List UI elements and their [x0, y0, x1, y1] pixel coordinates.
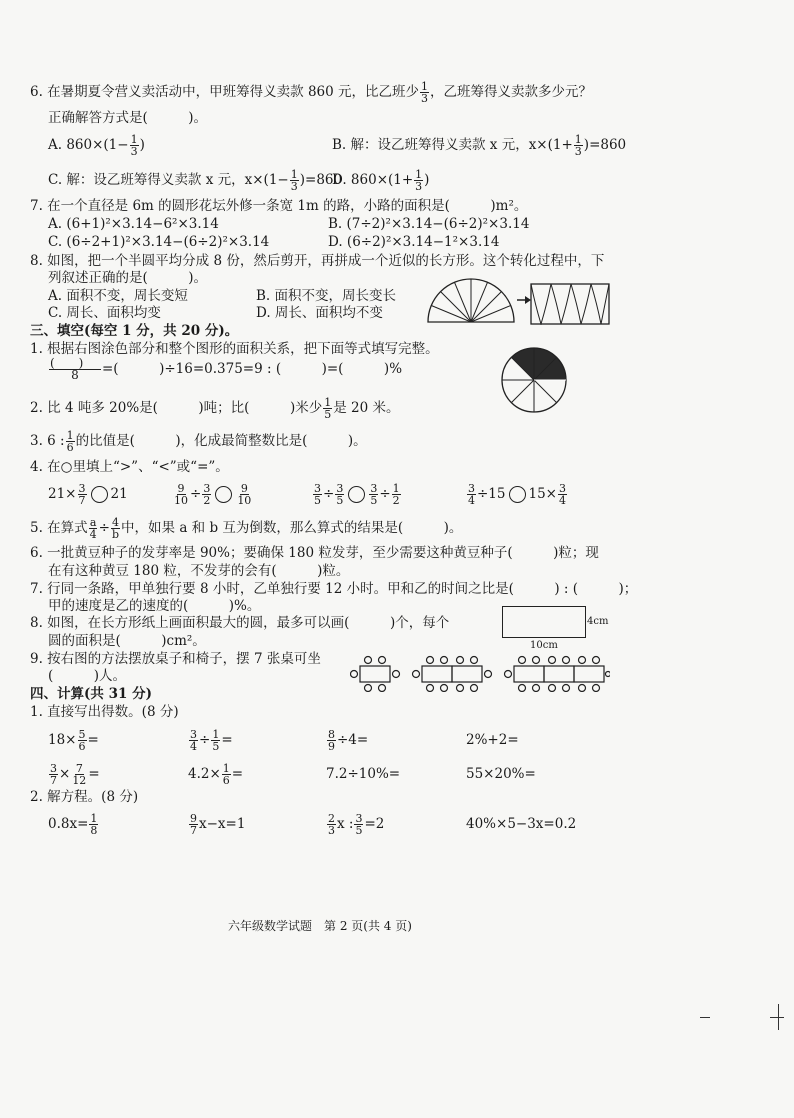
s3-q4-expr1: 21× $\frac{3}{7}$ 21 [48, 482, 128, 507]
s3-q7-line2: 甲的速度是乙的速度的( )%。 [48, 598, 261, 614]
q6-stem: 6. 在暑期夏令营义卖活动中，甲班筹得义卖款 860 元，比乙班少 $\frac{1}{3}$ ，乙班筹得义卖款多少元？ [30, 80, 593, 105]
calc-8: 55×20%= [466, 766, 536, 782]
q8-option-d: D. 周长、面积均不变 [256, 305, 383, 321]
calc-2: $\frac{3}{4}$ ÷ $\frac{1}{5}$ = [190, 728, 233, 753]
s3-q4-expr2: $\frac{9}{10}$ ÷ $\frac{3}{2}$ $\frac{9}{10}$ [174, 482, 252, 507]
tables-chairs-figure [350, 654, 610, 692]
s3-q4-expr4: $\frac{3}{4}$ ÷15 15× $\frac{3}{4}$ [468, 482, 566, 507]
scan-mark [770, 1017, 784, 1018]
s3-q4-expr3: $\frac{3}{5}$ ÷ $\frac{3}{5}$ $\frac{3}{5}$ ÷ $\frac{1}{2}$ [314, 482, 400, 507]
semicircle-figure [426, 278, 516, 324]
rect-height-label: 4cm [587, 616, 609, 627]
page-footer: 六年级数学试题 第 2 页(共 4 页) [228, 919, 412, 933]
q7-option-a: A. (6+1)²×3.14−6²×3.14 [48, 216, 219, 232]
calc-4: 2%+2= [466, 732, 519, 748]
q7-option-d: D. (6÷2)²×3.14−1²×3.14 [328, 234, 500, 250]
equation-1: 0.8x= $\frac{1}{8}$ [48, 812, 98, 837]
s3-q6-line2: 在有这种黄豆 180 粒，不发芽的会有( )粒。 [48, 563, 350, 579]
pie-figure [500, 346, 568, 414]
s4-q2: 2. 解方程。(8 分) [30, 789, 139, 805]
calc-7: 7.2÷10%= [326, 766, 401, 782]
scan-mark [700, 1017, 710, 1018]
compare-circle[interactable] [509, 486, 526, 503]
q8-line2: 列叙述正确的是( )。 [48, 270, 208, 286]
s3-q1-equation: $\frac{( )}{8}$ =( )÷16=0.375=9 : ( )=( )% [50, 356, 403, 382]
s3-q6: 6. 一批黄豆种子的发芽率是 90%；要确保 180 粒发芽，至少需要这种黄豆种子( )粒；现 [30, 545, 599, 561]
q8-option-c: C. 周长、面积均变 [48, 305, 161, 321]
s3-q5: 5. 在算式 $\frac{a}{4}$ ÷ $\frac{4}{b}$ 中，如果 a 和 b 互为倒数，那么算式的结果是( )。 [30, 516, 463, 541]
arrow-icon [517, 294, 531, 306]
calc-6: 4.2× $\frac{1}{6}$ = [188, 762, 244, 787]
s3-q4: 4. 在○里填上“>”、“<”或“=”。 [30, 459, 229, 475]
s3-q1: 1. 根据右图涂色部分和整个图形的面积关系，把下面等式填写完整。 [30, 341, 439, 357]
q8-option-a: A. 面积不变，周长变短 [48, 288, 188, 304]
scan-mark [778, 1004, 779, 1030]
q6-option-c: C. 解：设乙班筹得义卖款 x 元，x×(1− $\frac{1}{3}$ )=860 [48, 168, 343, 193]
calc-1: 18× $\frac{5}{6}$ = [48, 728, 99, 753]
equation-3: $\frac{2}{3}$ x : $\frac{3}{5}$ =2 [328, 812, 385, 837]
s3-q3: 3. 6 : $\frac{1}{6}$ 的比值是( )，化成最简整数比是( )。 [30, 429, 367, 454]
q6-option-a: A. 860×(1− $\frac{1}{3}$ ) [48, 133, 145, 158]
s3-q9-line2: ( )人。 [48, 668, 127, 684]
q8-option-b: B. 面积不变，周长变长 [256, 288, 397, 304]
paper-rectangle [502, 606, 586, 638]
q6-line2: 正确解答方式是( )。 [48, 110, 208, 126]
s3-q2: 2. 比 4 吨多 20%是( )吨；比( )米少 $\frac{1}{5}$ 是 20 米。 [30, 396, 400, 421]
rect-width-label: 10cm [530, 640, 558, 651]
q6-option-b: B. 解：设乙班筹得义卖款 x 元，x×(1+ $\frac{1}{3}$ )=860 [332, 133, 627, 158]
calc-5: $\frac{3}{7}$ × $\frac{7}{12}$ = [50, 762, 100, 787]
section-3-title: 三、填空(每空 1 分，共 20 分)。 [30, 323, 239, 339]
s3-q8: 8. 如图，在长方形纸上画面积最大的圆，最多可以画( )个，每个 [30, 615, 450, 631]
s3-q8-line2: 圆的面积是( )cm²。 [48, 633, 206, 649]
q7-stem: 7. 在一个直径是 6m 的圆形花坛外修一条宽 1m 的路，小路的面积是( )m²。 [30, 198, 528, 214]
q6-option-d: D. 860×(1+ $\frac{1}{3}$ ) [332, 168, 430, 193]
calc-3: $\frac{8}{9}$ ÷4= [328, 728, 369, 753]
s3-q7: 7. 行同一条路，甲单独行要 8 小时，乙单独行要 12 小时。甲和乙的时间之比是( ) : ( )； [30, 581, 638, 597]
section-4-title: 四、计算(共 31 分) [30, 686, 152, 702]
q7-option-c: C. (6÷2+1)²×3.14−(6÷2)²×3.14 [48, 234, 270, 250]
equation-2: $\frac{9}{7}$ x−x=1 [190, 812, 246, 837]
compare-circle[interactable] [215, 486, 232, 503]
compare-circle[interactable] [91, 486, 108, 503]
compare-circle[interactable] [348, 486, 365, 503]
q8-stem: 8. 如图，把一个半圆平均分成 8 份，然后剪开，再拼成一个近似的长方形。这个转化过程中，下 [30, 253, 605, 269]
s3-q9: 9. 按右图的方法摆放桌子和椅子，摆 7 张桌可坐 [30, 651, 321, 667]
q7-option-b: B. (7÷2)²×3.14−(6÷2)²×3.14 [328, 216, 530, 232]
s4-q1: 1. 直接写出得数。(8 分) [30, 704, 179, 720]
equation-4: 40%×5−3x=0.2 [466, 816, 577, 832]
rectangle-figure [530, 283, 610, 325]
